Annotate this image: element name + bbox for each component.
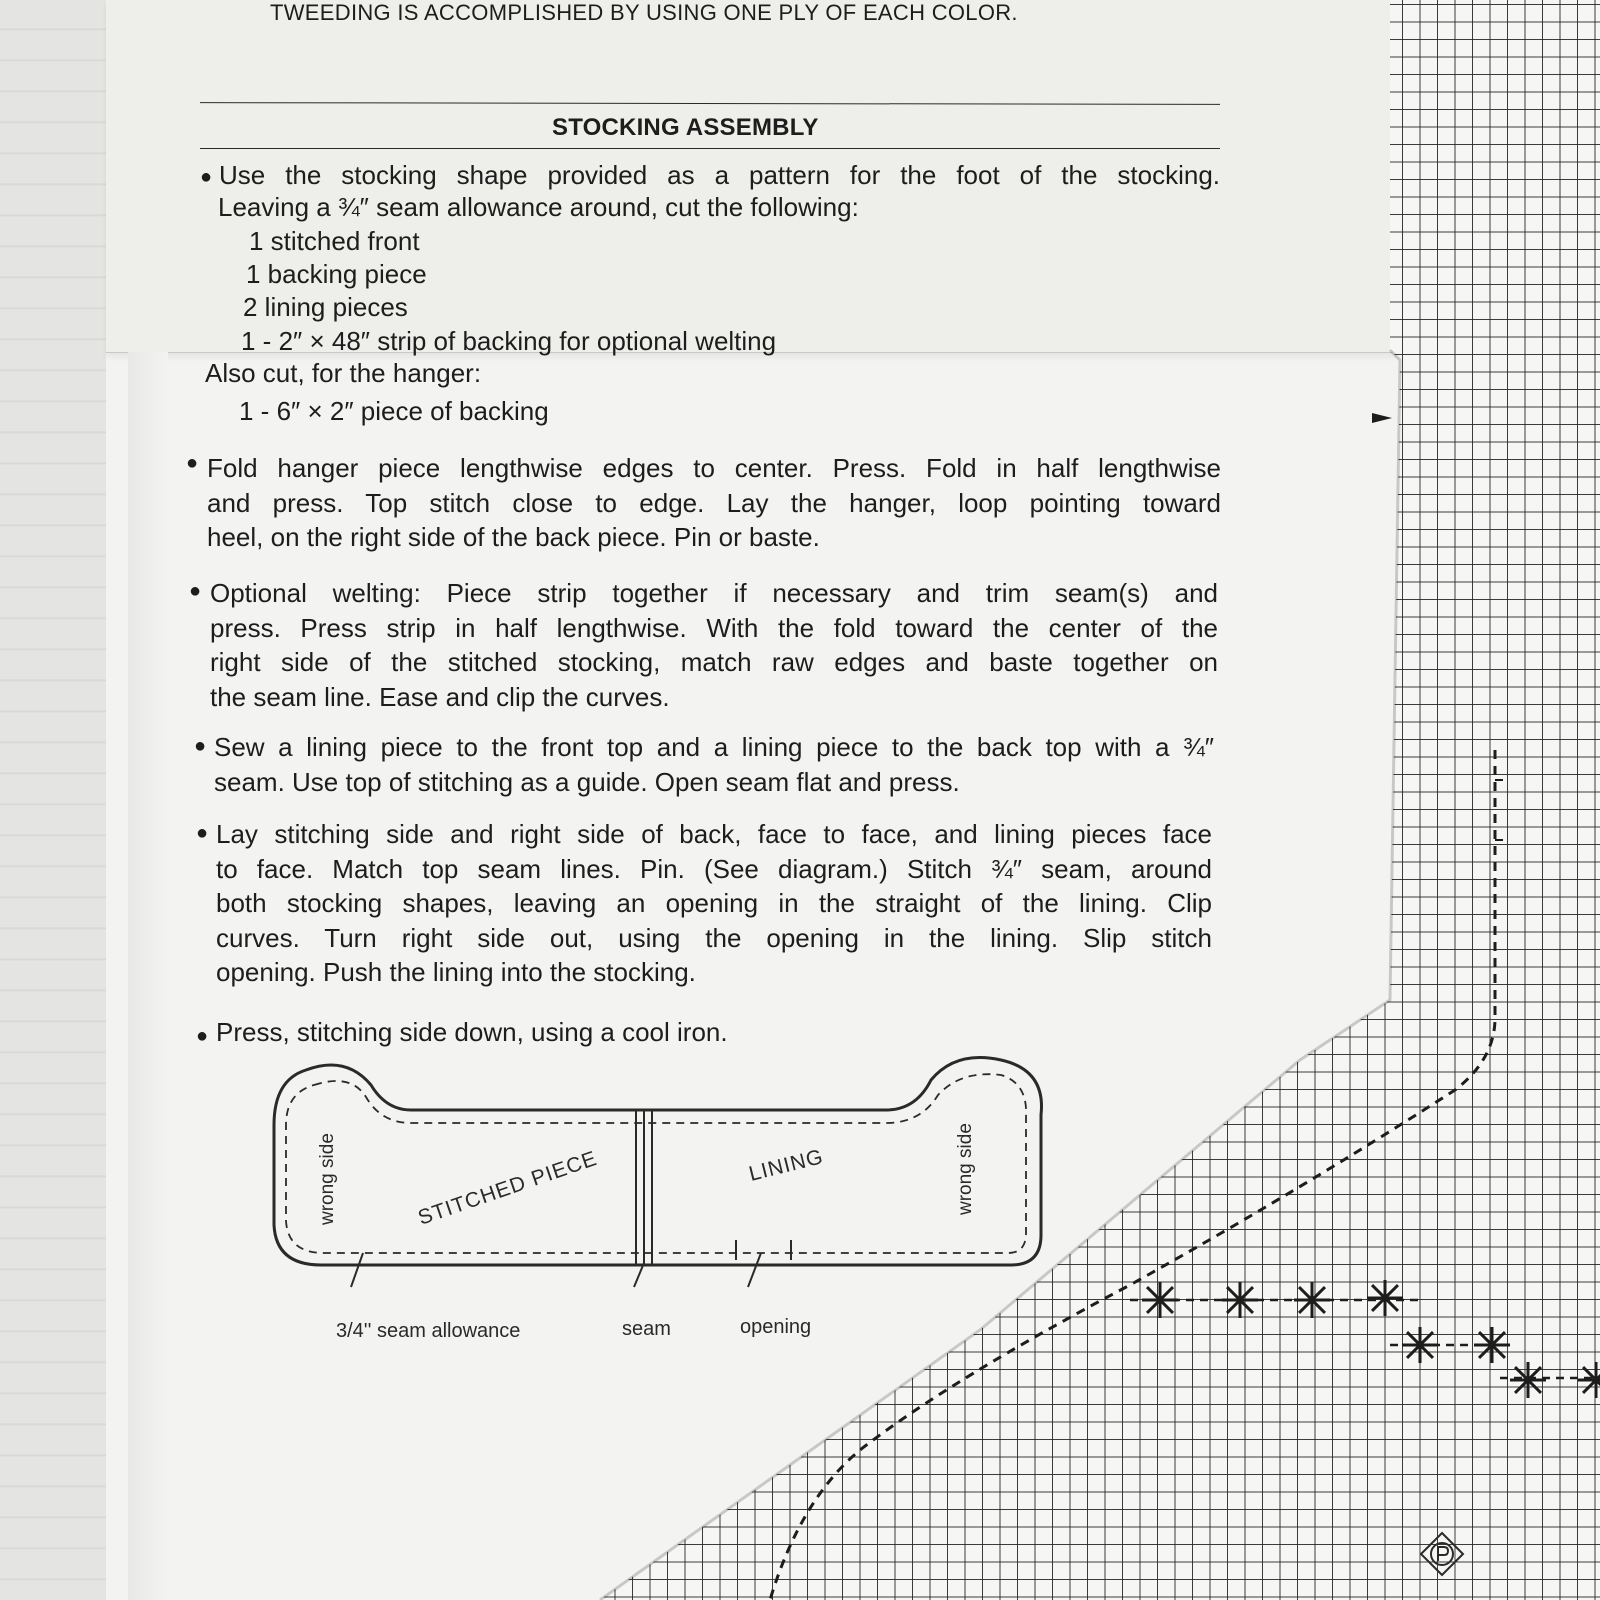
cut-item-3: 2 lining pieces	[243, 292, 408, 322]
sheet-edge-shade	[128, 352, 168, 1600]
left-wrong-side-label: wrong side	[317, 1133, 338, 1225]
leader-line	[634, 1263, 644, 1287]
leader-line	[748, 1253, 761, 1287]
step2-line: Fold hanger piece lengthwise edges to center. Press. Fold in half lengthwise	[207, 453, 1221, 483]
step5-line: Lay stitching side and right side of back, face to face, and lining pieces face	[216, 819, 1212, 849]
seam-label: seam	[622, 1318, 671, 1340]
bullet: ●	[196, 822, 209, 844]
cut-item-4: 1 - 2″ × 48″ strip of backing for optional welting	[241, 326, 777, 356]
bullet: ●	[186, 452, 199, 474]
right-wrong-side-label: wrong side	[955, 1123, 976, 1215]
cut-item-2: 1 backing piece	[246, 259, 427, 289]
stitched-piece-label: STITCHED PIECE	[415, 1146, 601, 1230]
lining-label: LINING	[746, 1145, 826, 1186]
step3-line: press. Press strip in half lengthwise. With the fold toward the center of the	[210, 612, 1218, 643]
assembly-diagram	[266, 1055, 1056, 1355]
bullet: ●	[200, 166, 213, 188]
step2-line: and press. Top stitch close to edge. Lay the hanger, loop pointing toward	[207, 487, 1221, 518]
hanger-cut-item: 1 - 6″ × 2″ piece of backing	[239, 396, 549, 426]
bullet: ●	[194, 735, 207, 757]
step3-line: the seam line. Ease and clip the curves.	[210, 681, 670, 712]
step5-line: to face. Match top seam lines. Pin. (See diagram.) Stitch ¾″ seam, around	[216, 853, 1212, 884]
step4-paragraph	[214, 730, 1214, 799]
step4-line: seam. Use top of stitching as a guide. Open seam flat and press.	[214, 766, 960, 797]
leader-line	[351, 1253, 363, 1287]
step5-line: curves. Turn right side out, using the opening in the lining. Slip stitch	[216, 922, 1212, 953]
step1-line2: Leaving a ¾″ seam allowance around, cut the following:	[218, 192, 859, 222]
step3-line: right side of the stitched stocking, match raw edges and baste together on	[210, 647, 1218, 677]
cut-item-1: 1 stitched front	[249, 226, 420, 256]
step2-paragraph	[207, 451, 1221, 555]
tweeding-note: TWEEDING IS ACCOMPLISHED BY USING ONE PLY OF EACH COLOR.	[270, 0, 1018, 25]
bullet: ●	[189, 580, 202, 602]
also-cut-label: Also cut, for the hanger:	[205, 358, 482, 388]
step5-line: both stocking shapes, leaving an opening in the straight of the lining. Clip	[216, 888, 1212, 918]
section-title: STOCKING ASSEMBLY	[552, 114, 819, 141]
step3-line: Optional welting: Piece strip together if necessary and trim seam(s) and	[210, 578, 1218, 608]
publisher-stamp-icon	[1418, 1530, 1466, 1578]
seam-allowance-label: 3/4'' seam allowance	[336, 1320, 521, 1342]
rule-under-title	[200, 148, 1220, 149]
step1-line1-text: Use the stocking shape provided as a pattern for the foot of the stocking.	[219, 160, 1220, 190]
step3-paragraph	[210, 576, 1218, 714]
step5-paragraph	[216, 817, 1212, 990]
step4-line: Sew a lining piece to the front top and a lining piece to the back top with a ¾″	[214, 732, 1214, 762]
step6-line: Press, stitching side down, using a cool iron.	[216, 1017, 728, 1047]
opening-label: opening	[740, 1316, 812, 1338]
step1-line1	[219, 160, 1220, 195]
bullet: ●	[196, 1025, 209, 1047]
step2-line: heel, on the right side of the back piece. Pin or baste.	[207, 522, 820, 552]
step5-line: opening. Push the lining into the stocking.	[216, 957, 696, 987]
stocking-outline	[274, 1058, 1042, 1266]
